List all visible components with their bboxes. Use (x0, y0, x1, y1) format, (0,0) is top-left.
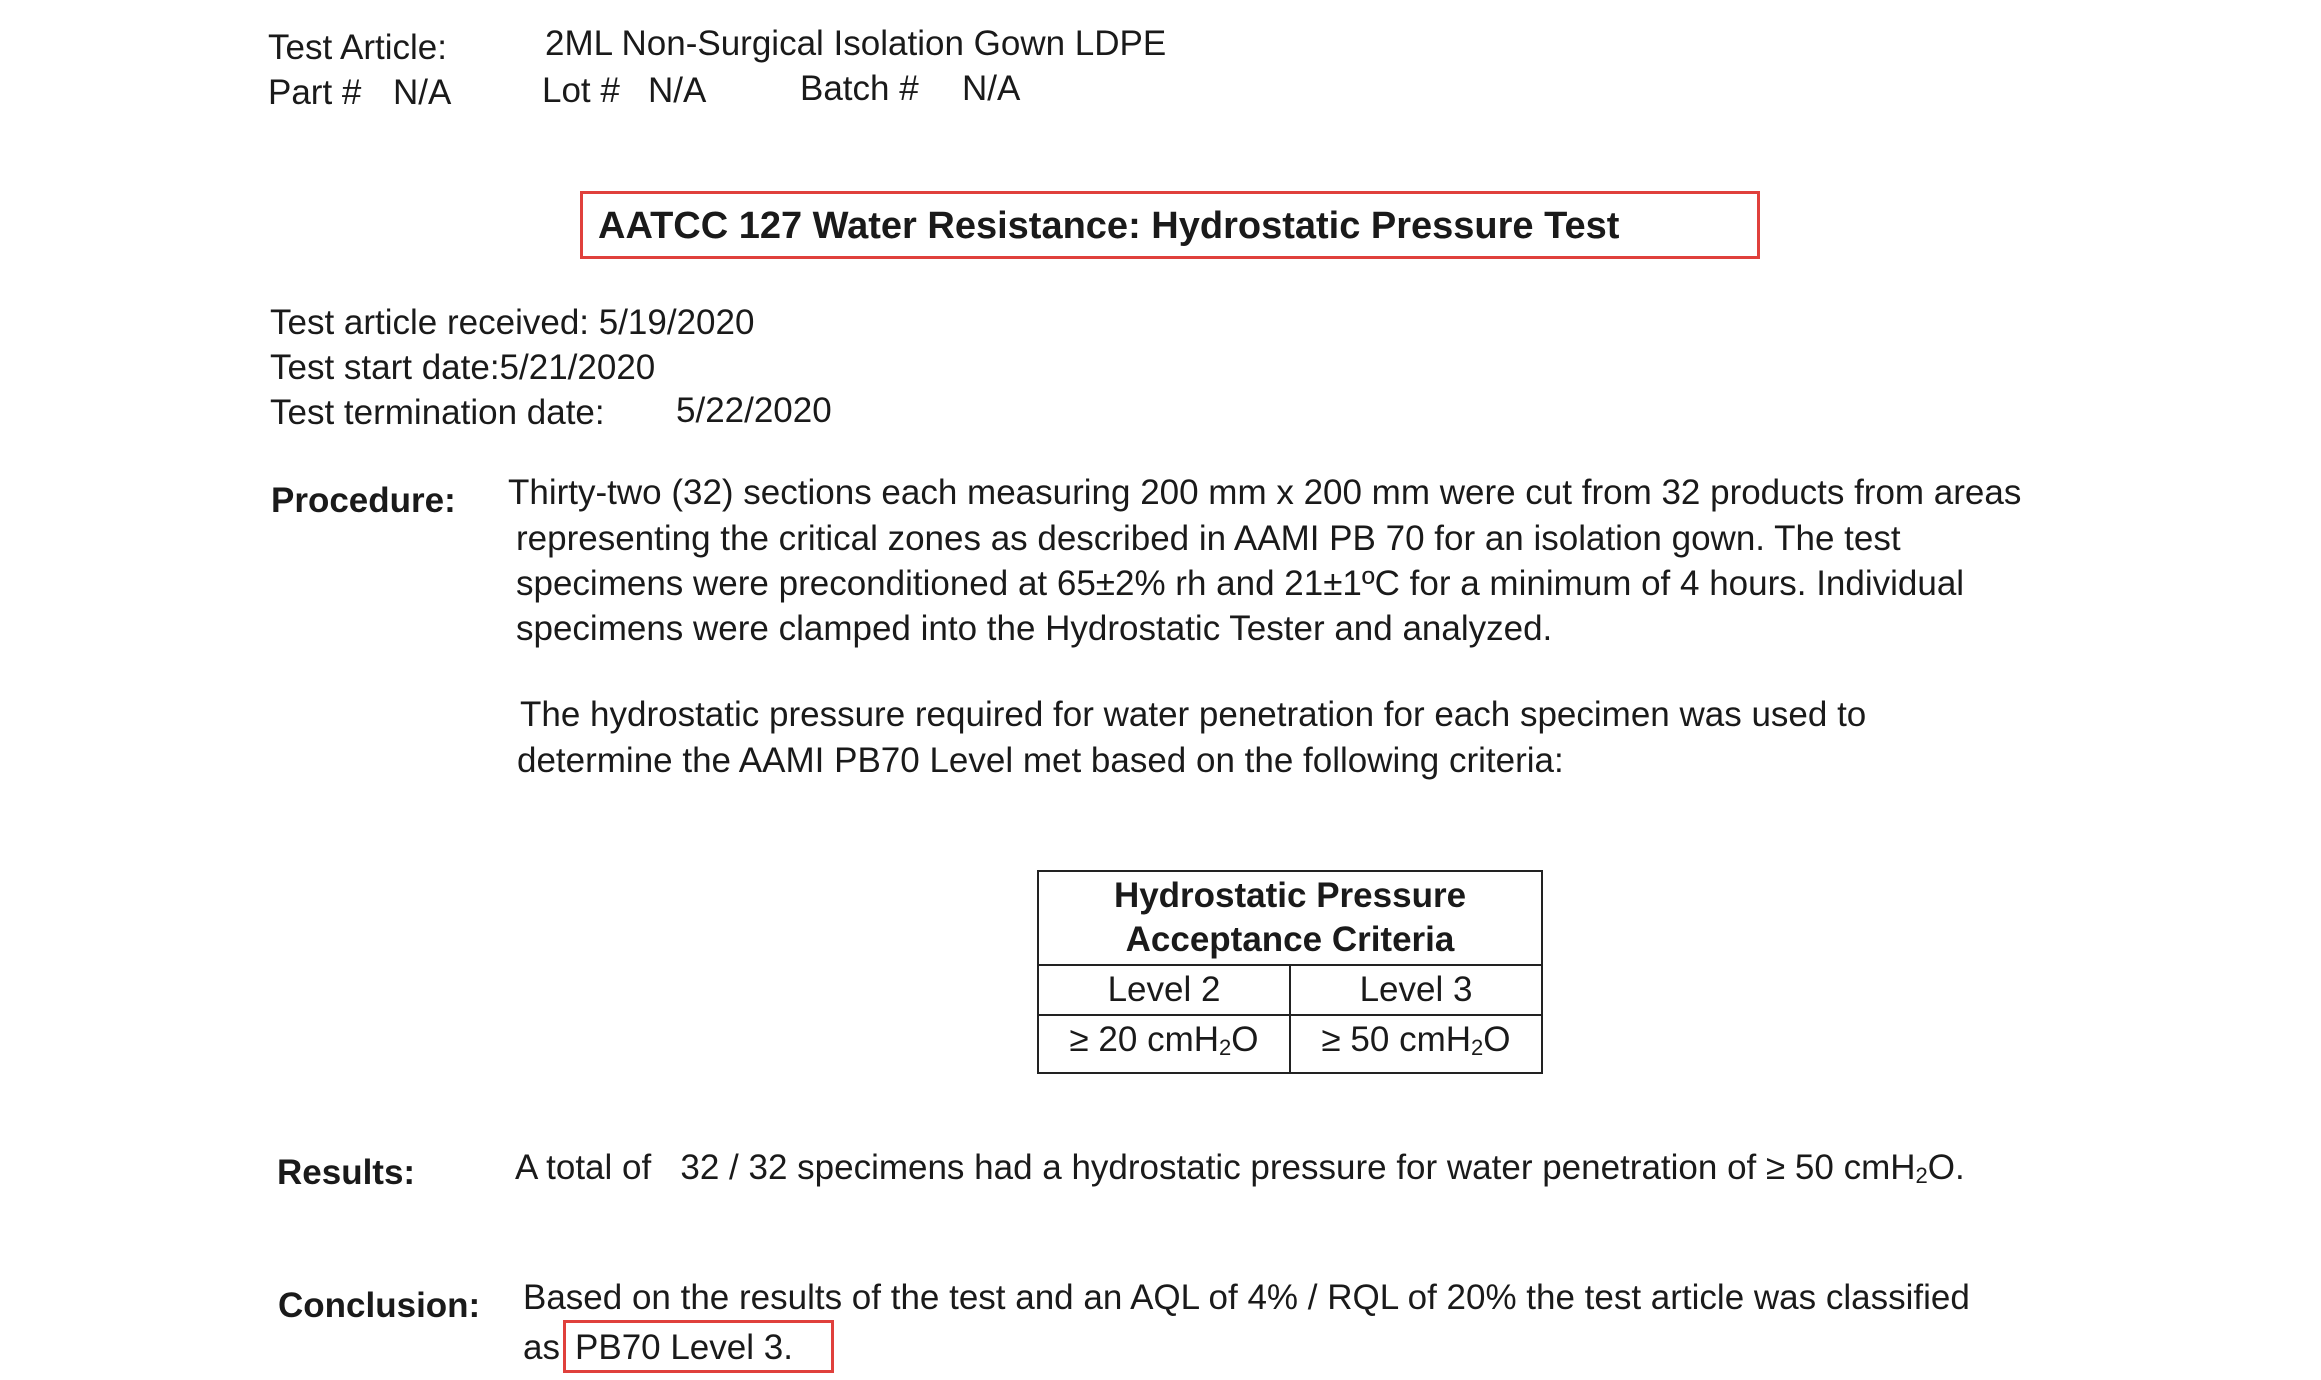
date-termination-value: 5/22/2020 (676, 391, 832, 430)
value-subscript: 2 (1219, 1035, 1232, 1060)
value-text: ≥ 20 cmH (1069, 1020, 1220, 1059)
table-title (1038, 871, 1542, 965)
acceptance-criteria-table (1037, 870, 1543, 1074)
procedure-line-4: specimens were clamped into the Hydrostatic Tester and analyzed. (516, 609, 1553, 648)
table-title-line-1: Hydrostatic Pressure (1113, 876, 1467, 915)
results-suffix: O. (1927, 1148, 1965, 1187)
table-title-line-2: Acceptance Criteria (1125, 920, 1455, 959)
value-text: ≥ 50 cmH (1321, 1020, 1472, 1059)
table-header-row (1038, 871, 1542, 965)
value-subscript: 2 (1471, 1035, 1484, 1060)
procedure-para2-line-1: The hydrostatic pressure required for water penetration for each specimen was used to (520, 695, 1867, 734)
test-article-label: Test Article: (268, 28, 447, 67)
lot-value: N/A (648, 71, 707, 110)
procedure-line-1: Thirty-two (32) sections each measuring 200 mm x 200 mm were cut from 32 products from areas (508, 473, 2022, 512)
value-suffix: O (1231, 1020, 1259, 1059)
procedure-para2-line-2: determine the AAMI PB70 Level met based on the following criteria: (517, 741, 1564, 780)
procedure-line-3: specimens were preconditioned at 65±2% rh and 21±1ºC for a minimum of 4 hours. Individual (516, 564, 1965, 603)
part-label: Part # (268, 73, 362, 112)
value-suffix: O (1483, 1020, 1511, 1059)
date-received: Test article received: 5/19/2020 (270, 303, 755, 342)
results-text-main: A total of 32 / 32 specimens had a hydrostatic pressure for water penetration of ≥ 50 cmH (515, 1148, 1916, 1187)
table-row (1038, 965, 1542, 1015)
value-level-3 (1290, 1015, 1542, 1073)
results-text (515, 1150, 1965, 1187)
value-level-2 (1038, 1015, 1290, 1073)
batch-value: N/A (962, 69, 1021, 108)
results-label: Results: (277, 1153, 416, 1192)
conclusion-highlight: PB70 Level 3. (575, 1328, 793, 1367)
results-subscript: 2 (1915, 1163, 1928, 1188)
conclusion-line-1: Based on the results of the test and an AQL of 4% / RQL of 20% the test article was classified (523, 1278, 1970, 1317)
table-row (1038, 1015, 1542, 1073)
conclusion-line-2-prefix: as (523, 1328, 560, 1367)
column-level-2: Level 2 (1038, 965, 1290, 1015)
column-level-3: Level 3 (1290, 965, 1542, 1015)
procedure-label: Procedure: (271, 481, 456, 520)
test-article-value: 2ML Non-Surgical Isolation Gown LDPE (545, 24, 1167, 63)
page-title: AATCC 127 Water Resistance: Hydrostatic Pressure Test (598, 205, 1620, 247)
batch-label: Batch # (800, 69, 919, 108)
conclusion-label: Conclusion: (278, 1286, 481, 1325)
lot-label: Lot # (542, 71, 620, 110)
date-start: Test start date:5/21/2020 (270, 348, 656, 387)
date-termination-label: Test termination date: (270, 393, 605, 432)
procedure-line-2: representing the critical zones as described in AAMI PB 70 for an isolation gown. The test (516, 519, 1901, 558)
part-value: N/A (393, 73, 452, 112)
